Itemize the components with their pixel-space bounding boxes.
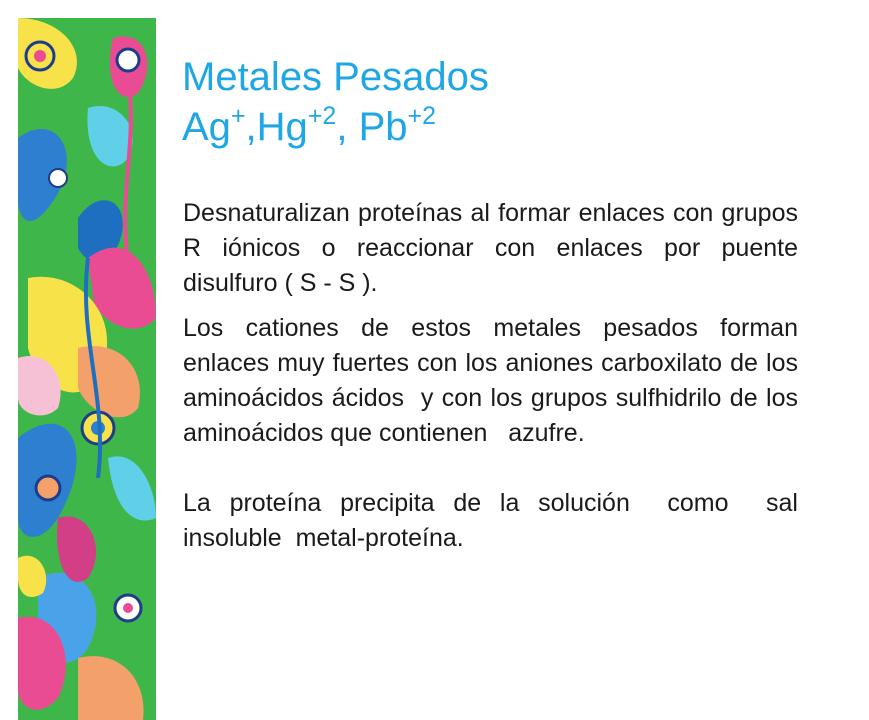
ion-separator: ,	[245, 105, 257, 149]
ion-lead-symbol: Pb	[358, 105, 408, 149]
ion-separator: ,	[336, 105, 359, 149]
paragraph-denaturation: Desnaturalizan proteínas al formar enlaces con grupos R iónicos o reaccionar con enlaces por puente disulfuro ( S - S ).	[183, 199, 805, 297]
ion-silver-charge: +	[230, 102, 246, 130]
slide-title	[182, 52, 842, 152]
ion-mercury-charge: +2	[307, 102, 337, 130]
title-ions	[182, 102, 842, 152]
paragraph-precipitation: La proteína precipita de la solución como sal insoluble metal-proteína.	[183, 489, 812, 552]
ion-mercury-symbol: Hg	[256, 105, 308, 149]
title-heading: Metales Pesados	[182, 55, 489, 99]
floral-pattern-icon	[18, 18, 156, 720]
paragraph-cations: Los cationes de estos metales pesados forman enlaces muy fuertes con los aniones carboxilato de los aminoácidos ácidos y con los grupos sulfhidrilo de los aminoácidos que contienen azufre.	[183, 314, 833, 447]
ion-lead-charge: +2	[407, 102, 437, 130]
ion-silver-symbol: Ag	[182, 105, 231, 149]
slide-body	[183, 196, 833, 556]
